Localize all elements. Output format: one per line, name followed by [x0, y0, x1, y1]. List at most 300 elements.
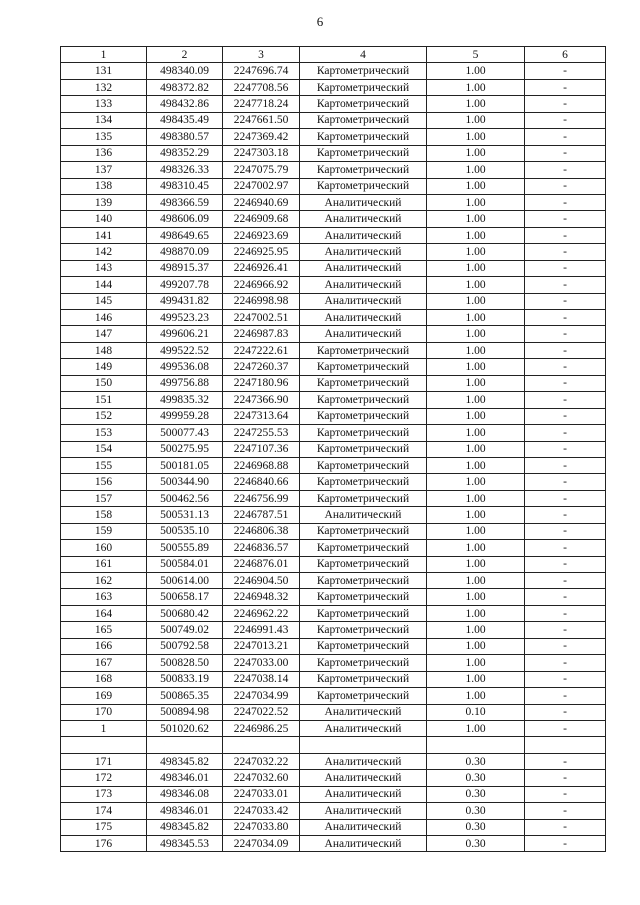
table-cell: 1.00	[427, 79, 525, 95]
table-cell: -	[525, 803, 606, 819]
table-cell: 2246948.32	[223, 589, 300, 605]
table-cell: Картометрический	[300, 441, 427, 457]
table-cell: 157	[61, 490, 147, 506]
table-cell: 498366.59	[147, 194, 223, 210]
table-cell: -	[525, 589, 606, 605]
table-cell: 500833.19	[147, 671, 223, 687]
table-cell: 164	[61, 605, 147, 621]
table-cell: 131	[61, 63, 147, 79]
table-cell: 149	[61, 359, 147, 375]
table-cell: 1.00	[427, 244, 525, 260]
table-cell: -	[525, 178, 606, 194]
table-row	[61, 753, 606, 769]
table-cell: 1.00	[427, 260, 525, 276]
table-cell: 498310.45	[147, 178, 223, 194]
table-cell: 2247002.51	[223, 310, 300, 326]
table-cell: 168	[61, 671, 147, 687]
table-cell: 1.00	[427, 112, 525, 128]
table-cell	[223, 737, 300, 753]
table-cell: Картометрический	[300, 457, 427, 473]
table-cell: Картометрический	[300, 622, 427, 638]
table-row	[61, 836, 606, 852]
table-cell: 2246806.38	[223, 523, 300, 539]
table-row	[61, 260, 606, 276]
table-row	[61, 786, 606, 802]
table-cell: 1.00	[427, 589, 525, 605]
table-cell: 2246987.83	[223, 326, 300, 342]
header-cell: 4	[300, 47, 427, 63]
table-cell: 147	[61, 326, 147, 342]
table-cell: 144	[61, 277, 147, 293]
table-cell: 498340.09	[147, 63, 223, 79]
table-cell: Аналитический	[300, 277, 427, 293]
table-cell: Картометрический	[300, 408, 427, 424]
table-cell: -	[525, 293, 606, 309]
table-row	[61, 540, 606, 556]
table-cell: -	[525, 540, 606, 556]
table-cell: 499606.21	[147, 326, 223, 342]
table-cell: -	[525, 162, 606, 178]
table-cell: 1.00	[427, 310, 525, 326]
table-cell: 500828.50	[147, 655, 223, 671]
table-cell	[61, 737, 147, 753]
table-cell: 1.00	[427, 655, 525, 671]
table-cell: 140	[61, 211, 147, 227]
table-cell: 1.00	[427, 211, 525, 227]
table-cell: 498372.82	[147, 79, 223, 95]
table-cell: 139	[61, 194, 147, 210]
table-row	[61, 457, 606, 473]
table-cell: 136	[61, 145, 147, 161]
table-cell: 1.00	[427, 194, 525, 210]
table-cell: -	[525, 523, 606, 539]
table-row	[61, 671, 606, 687]
table-cell: -	[525, 638, 606, 654]
table-cell: -	[525, 622, 606, 638]
table-cell: 2247222.61	[223, 342, 300, 358]
table-cell: Аналитический	[300, 803, 427, 819]
table-cell: Картометрический	[300, 425, 427, 441]
table-cell: 0.10	[427, 704, 525, 720]
table-cell: 498352.29	[147, 145, 223, 161]
table-cell: -	[525, 277, 606, 293]
table-row	[61, 408, 606, 424]
table-cell: 158	[61, 507, 147, 523]
table-row	[61, 622, 606, 638]
table-cell: -	[525, 573, 606, 589]
header-cell: 5	[427, 47, 525, 63]
table-cell: Аналитический	[300, 227, 427, 243]
table-cell: 1.00	[427, 622, 525, 638]
table-cell: 498649.65	[147, 227, 223, 243]
table-cell: 1.00	[427, 227, 525, 243]
table-cell	[147, 737, 223, 753]
table-cell: 1.00	[427, 178, 525, 194]
table-cell: -	[525, 490, 606, 506]
table-cell: -	[525, 753, 606, 769]
table-row	[61, 310, 606, 326]
table-cell: 1.00	[427, 375, 525, 391]
table-cell: 171	[61, 753, 147, 769]
table-row	[61, 655, 606, 671]
table-body	[61, 63, 606, 852]
table-row	[61, 342, 606, 358]
table-cell: -	[525, 96, 606, 112]
table-cell: -	[525, 194, 606, 210]
table-cell: 135	[61, 129, 147, 145]
table-cell: Аналитический	[300, 720, 427, 736]
table-cell: 0.30	[427, 803, 525, 819]
table-cell: 1.00	[427, 425, 525, 441]
table-row	[61, 573, 606, 589]
table-cell: -	[525, 770, 606, 786]
table-cell: 500584.01	[147, 556, 223, 572]
table-cell: 500749.02	[147, 622, 223, 638]
table-row	[61, 96, 606, 112]
table-cell: 2247696.74	[223, 63, 300, 79]
table-cell: -	[525, 145, 606, 161]
table-cell: 141	[61, 227, 147, 243]
table-row	[61, 194, 606, 210]
table-cell: 498870.09	[147, 244, 223, 260]
table-cell: 2247033.42	[223, 803, 300, 819]
table-cell: 151	[61, 392, 147, 408]
table-cell: Картометрический	[300, 638, 427, 654]
table-cell: -	[525, 704, 606, 720]
table-cell: 2246836.57	[223, 540, 300, 556]
table-cell: 161	[61, 556, 147, 572]
table-cell: Картометрический	[300, 96, 427, 112]
table-cell: 162	[61, 573, 147, 589]
table-row	[61, 277, 606, 293]
header-cell: 2	[147, 47, 223, 63]
table-cell: 176	[61, 836, 147, 852]
table-cell: 160	[61, 540, 147, 556]
table-cell: 1.00	[427, 129, 525, 145]
table-cell: 499523.23	[147, 310, 223, 326]
table-cell: -	[525, 671, 606, 687]
table-row	[61, 129, 606, 145]
table-cell: Аналитический	[300, 260, 427, 276]
table-row	[61, 638, 606, 654]
table-row	[61, 688, 606, 704]
table-cell: 2247260.37	[223, 359, 300, 375]
table-cell: 146	[61, 310, 147, 326]
table-cell: Картометрический	[300, 655, 427, 671]
table-cell: Картометрический	[300, 573, 427, 589]
table-cell	[300, 737, 427, 753]
table-cell: 499756.88	[147, 375, 223, 391]
table-cell: -	[525, 227, 606, 243]
table-cell: Аналитический	[300, 507, 427, 523]
table-cell: 152	[61, 408, 147, 424]
table-cell: 155	[61, 457, 147, 473]
table-row	[61, 227, 606, 243]
table-cell: 1.00	[427, 638, 525, 654]
table-cell: 2246991.43	[223, 622, 300, 638]
table-cell: 2247032.22	[223, 753, 300, 769]
table-cell: -	[525, 79, 606, 95]
table-cell: 156	[61, 474, 147, 490]
table-cell: 2247661.50	[223, 112, 300, 128]
table-cell: 2246986.25	[223, 720, 300, 736]
table-cell: 1.00	[427, 720, 525, 736]
table-cell: 500531.13	[147, 507, 223, 523]
table-cell: 498346.08	[147, 786, 223, 802]
table-cell: Аналитический	[300, 770, 427, 786]
table-cell: 2246876.01	[223, 556, 300, 572]
table-row	[61, 704, 606, 720]
table-cell: 2247033.00	[223, 655, 300, 671]
table-cell: -	[525, 819, 606, 835]
table-cell: Аналитический	[300, 194, 427, 210]
table-cell: 2247107.36	[223, 441, 300, 457]
table-cell: Аналитический	[300, 836, 427, 852]
table-cell: 498345.53	[147, 836, 223, 852]
table-cell: Картометрический	[300, 688, 427, 704]
table-cell: Аналитический	[300, 704, 427, 720]
table-cell: 170	[61, 704, 147, 720]
table-cell: 175	[61, 819, 147, 835]
table-cell: 1.00	[427, 359, 525, 375]
table-cell: 1.00	[427, 162, 525, 178]
coordinates-table	[60, 46, 606, 852]
table-row	[61, 605, 606, 621]
table-cell: 132	[61, 79, 147, 95]
table-row	[61, 392, 606, 408]
table-row	[61, 770, 606, 786]
table-cell: 137	[61, 162, 147, 178]
table-cell: 1.00	[427, 540, 525, 556]
table-cell: 499207.78	[147, 277, 223, 293]
table-row	[61, 293, 606, 309]
table-cell: 498435.49	[147, 112, 223, 128]
table-cell: 0.30	[427, 770, 525, 786]
table-row	[61, 819, 606, 835]
table-row	[61, 490, 606, 506]
table-cell: 2247034.99	[223, 688, 300, 704]
table-cell: 1.00	[427, 523, 525, 539]
table-cell: 500658.17	[147, 589, 223, 605]
table-cell: 1.00	[427, 63, 525, 79]
table-cell: 2247708.56	[223, 79, 300, 95]
table-cell: 500680.42	[147, 605, 223, 621]
table-cell: Картометрический	[300, 359, 427, 375]
table-cell: 500894.98	[147, 704, 223, 720]
table-row	[61, 211, 606, 227]
table-cell: 1.00	[427, 293, 525, 309]
table-cell: Аналитический	[300, 244, 427, 260]
table-row	[61, 589, 606, 605]
table-cell: -	[525, 556, 606, 572]
page-number: 6	[316, 14, 324, 29]
table-cell: 1	[61, 720, 147, 736]
table-cell: 1.00	[427, 441, 525, 457]
table-row	[61, 425, 606, 441]
table-cell: 499835.32	[147, 392, 223, 408]
table-row	[61, 556, 606, 572]
table-cell: Аналитический	[300, 310, 427, 326]
table-cell: 499959.28	[147, 408, 223, 424]
table-cell: 2247075.79	[223, 162, 300, 178]
table-cell: 498326.33	[147, 162, 223, 178]
table-cell: 153	[61, 425, 147, 441]
table-cell: 1.00	[427, 605, 525, 621]
table-cell: 169	[61, 688, 147, 704]
table-cell: 498915.37	[147, 260, 223, 276]
table-cell: 2246998.98	[223, 293, 300, 309]
table-cell: 167	[61, 655, 147, 671]
table-cell: Аналитический	[300, 753, 427, 769]
table-cell: 499522.52	[147, 342, 223, 358]
table-cell: Картометрический	[300, 375, 427, 391]
table-row	[61, 244, 606, 260]
table-cell: 2247002.97	[223, 178, 300, 194]
table-cell: 2246904.50	[223, 573, 300, 589]
table-cell: 2246968.88	[223, 457, 300, 473]
table-cell: -	[525, 786, 606, 802]
table-cell: 2247366.90	[223, 392, 300, 408]
table-cell: 2246923.69	[223, 227, 300, 243]
table-cell: -	[525, 342, 606, 358]
table-cell: Картометрический	[300, 178, 427, 194]
table-cell: 133	[61, 96, 147, 112]
table-cell: 1.00	[427, 474, 525, 490]
table-cell: 1.00	[427, 556, 525, 572]
table-cell: 2246840.66	[223, 474, 300, 490]
table-cell: Аналитический	[300, 211, 427, 227]
table-row	[61, 79, 606, 95]
table-cell: 142	[61, 244, 147, 260]
table-cell: 2246925.95	[223, 244, 300, 260]
table-cell: 500535.10	[147, 523, 223, 539]
table-cell: 1.00	[427, 326, 525, 342]
table-cell: 2247255.53	[223, 425, 300, 441]
table-cell: -	[525, 605, 606, 621]
table-row	[61, 803, 606, 819]
table-cell: 1.00	[427, 277, 525, 293]
table-header	[61, 47, 606, 63]
table-cell: -	[525, 375, 606, 391]
table-cell: 500614.00	[147, 573, 223, 589]
table-cell: Картометрический	[300, 79, 427, 95]
table-cell: -	[525, 457, 606, 473]
table-cell: 498346.01	[147, 803, 223, 819]
table-cell: Картометрический	[300, 540, 427, 556]
table-cell: -	[525, 720, 606, 736]
table-row	[61, 507, 606, 523]
table-cell: 2247038.14	[223, 671, 300, 687]
table-cell: -	[525, 244, 606, 260]
table-row	[61, 145, 606, 161]
table-cell: Картометрический	[300, 589, 427, 605]
table-cell: 1.00	[427, 392, 525, 408]
table-cell: 1.00	[427, 671, 525, 687]
table-cell: 499431.82	[147, 293, 223, 309]
table-cell: 150	[61, 375, 147, 391]
table-cell: Картометрический	[300, 671, 427, 687]
table-cell: 154	[61, 441, 147, 457]
table-cell: 1.00	[427, 490, 525, 506]
table-cell: 138	[61, 178, 147, 194]
table-cell: 498380.57	[147, 129, 223, 145]
header-cell: 6	[525, 47, 606, 63]
table-cell: -	[525, 112, 606, 128]
table-row	[61, 112, 606, 128]
table-row	[61, 720, 606, 736]
table-cell: Аналитический	[300, 786, 427, 802]
table-cell: -	[525, 211, 606, 227]
table-cell: Аналитический	[300, 819, 427, 835]
table-cell: 1.00	[427, 408, 525, 424]
table-row	[61, 63, 606, 79]
table-cell: Картометрический	[300, 474, 427, 490]
table-cell: 500344.90	[147, 474, 223, 490]
table-cell: 2247369.42	[223, 129, 300, 145]
table-row	[61, 178, 606, 194]
table-cell: 0.30	[427, 786, 525, 802]
table-cell: 498346.01	[147, 770, 223, 786]
table-cell: 2246787.51	[223, 507, 300, 523]
table-row	[61, 326, 606, 342]
table-cell: -	[525, 310, 606, 326]
table-cell: 2247033.80	[223, 819, 300, 835]
table-row	[61, 523, 606, 539]
table-cell: Картометрический	[300, 112, 427, 128]
table-cell: Картометрический	[300, 556, 427, 572]
table-cell: 498345.82	[147, 819, 223, 835]
table-cell: Картометрический	[300, 162, 427, 178]
table-cell: 2247303.18	[223, 145, 300, 161]
table-cell: -	[525, 359, 606, 375]
table-cell: 2246909.68	[223, 211, 300, 227]
table-cell: Картометрический	[300, 63, 427, 79]
table-cell: 165	[61, 622, 147, 638]
table-cell: Картометрический	[300, 392, 427, 408]
table-cell: -	[525, 507, 606, 523]
table-cell: 2247022.52	[223, 704, 300, 720]
table-cell: -	[525, 260, 606, 276]
table-row	[61, 375, 606, 391]
table-row	[61, 737, 606, 753]
table-cell: 500077.43	[147, 425, 223, 441]
table-cell: -	[525, 655, 606, 671]
table-cell: -	[525, 129, 606, 145]
table-cell: Картометрический	[300, 129, 427, 145]
header-cell: 3	[223, 47, 300, 63]
table-cell: Картометрический	[300, 490, 427, 506]
table-cell: 2247313.64	[223, 408, 300, 424]
table-cell: 498432.86	[147, 96, 223, 112]
table-cell: 1.00	[427, 96, 525, 112]
table-cell: 2247180.96	[223, 375, 300, 391]
table-cell: 166	[61, 638, 147, 654]
table-cell: -	[525, 441, 606, 457]
table-cell: 2246756.99	[223, 490, 300, 506]
table-cell: 2246962.22	[223, 605, 300, 621]
table-cell: Картометрический	[300, 342, 427, 358]
table-cell: Картометрический	[300, 145, 427, 161]
table-cell: 498606.09	[147, 211, 223, 227]
table-cell: 501020.62	[147, 720, 223, 736]
table-cell: 1.00	[427, 507, 525, 523]
table-row	[61, 441, 606, 457]
table-cell: 2246940.69	[223, 194, 300, 210]
table-cell: 2246926.41	[223, 260, 300, 276]
table-row	[61, 162, 606, 178]
table-cell: 0.30	[427, 753, 525, 769]
table-cell: 0.30	[427, 836, 525, 852]
